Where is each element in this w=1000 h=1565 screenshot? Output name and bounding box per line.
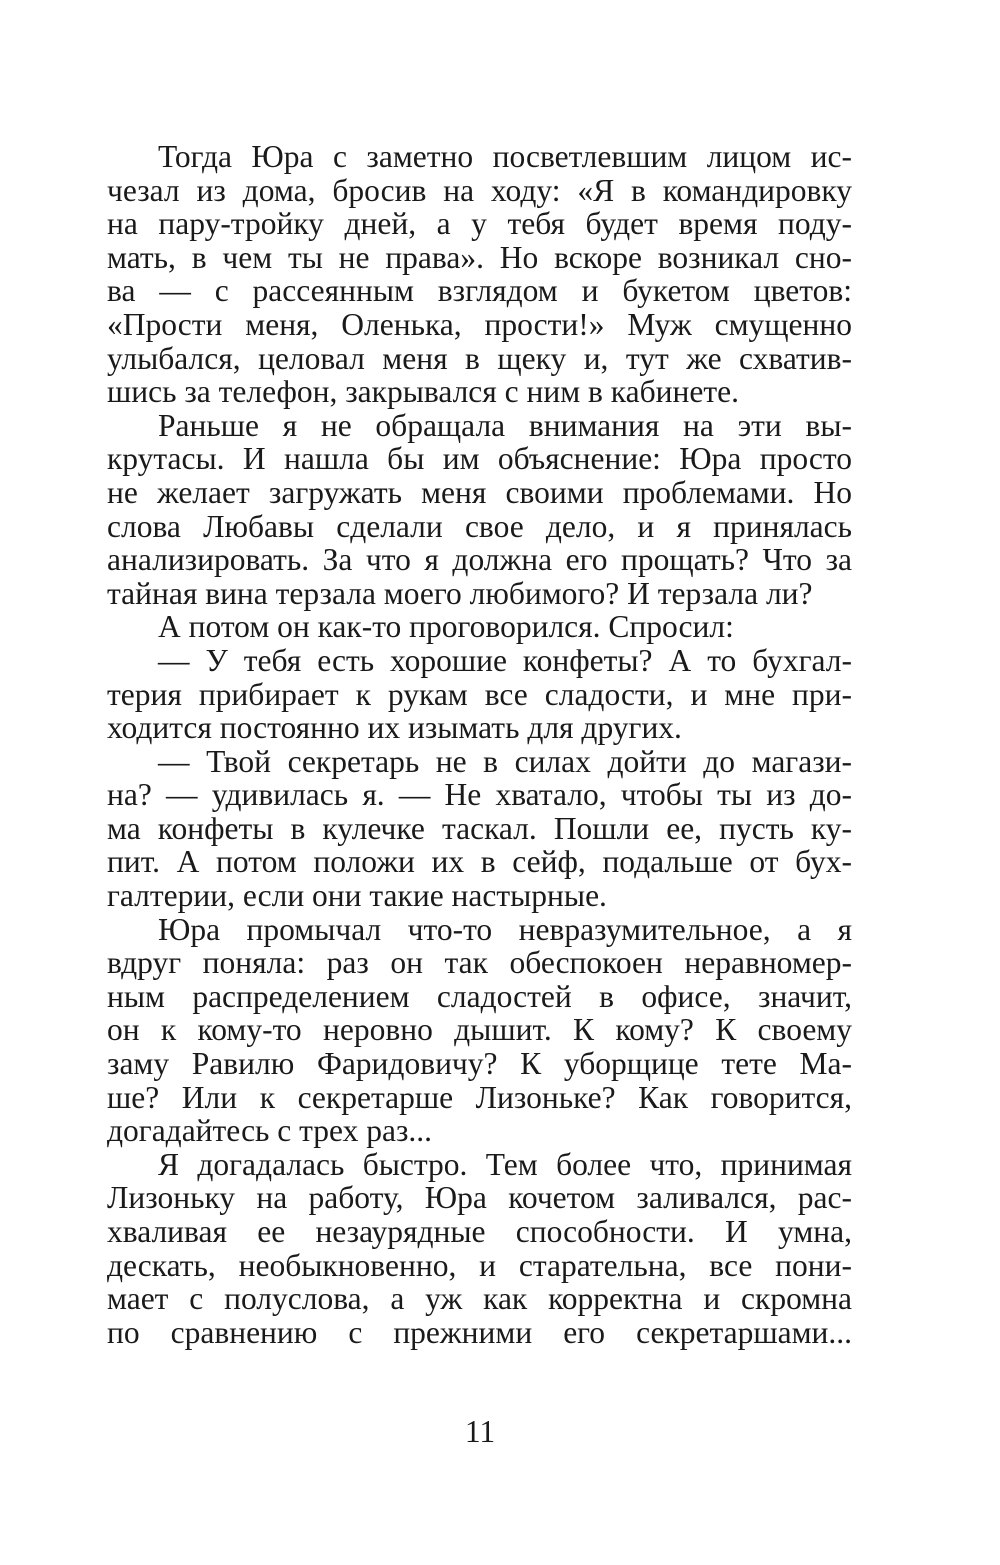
text-line: Раньше я не обращала внимания на эти вы- (158, 407, 852, 443)
text-line: по сравнению с прежними его секретаршами... (107, 1314, 852, 1350)
text-line: улыбался, целовал меня в щеку и, тут же схватив- (107, 340, 852, 376)
text-line: ше? Или к секретарше Лизоньке? Как говорится, (107, 1079, 852, 1115)
text-line: ным распределением сладостей в офисе, значит, (107, 978, 852, 1014)
text-line: догадайтесь с трех раз... (107, 1113, 433, 1149)
text-line: на? — удивилась я. — Не хватало, чтобы ты из до- (107, 777, 852, 813)
text-line: ма конфеты в кулечке таскал. Пошли ее, пусть ку- (107, 810, 852, 846)
text-line: пит. А потом положи их в сейф, подальше от бух- (107, 844, 852, 880)
text-line: галтерии, если они такие настырные. (107, 878, 607, 914)
page-number: 11 (464, 1414, 496, 1449)
text-line: мать, в чем ты не права». Но вскоре возникал сно- (107, 239, 852, 275)
text-line: Юра промычал что-то невразумительное, а я (158, 911, 852, 947)
page-body (107, 140, 852, 1349)
text-line: мает с полуслова, а уж как корректна и скромна (107, 1281, 852, 1317)
text-line: ходится постоянно их изымать для других. (107, 710, 682, 746)
text-line: дескать, необыкновенно, и старательна, все пони- (107, 1247, 852, 1283)
text-line: крутасы. И нашла бы им объяснение: Юра просто (107, 441, 852, 477)
text-line: «Прости меня, Оленька, прости!» Муж смущенно (107, 306, 852, 342)
text-line: анализировать. За что я должна его прощать? Что за (107, 542, 852, 578)
text-line: А потом он как-то проговорился. Спросил: (158, 609, 734, 645)
text-line: вдруг поняла: раз он так обеспокоен неравномер- (107, 945, 852, 981)
text-line: — Твой секретарь не в силах дойти до магази- (158, 743, 852, 779)
text-line: слова Любавы сделали свое дело, и я принялась (107, 508, 852, 544)
text-line: Я догадалась быстро. Тем более что, принимая (158, 1146, 852, 1182)
text-line: хваливая ее незаурядные способности. И умна, (107, 1214, 852, 1249)
text-line: Лизоньку на работу, Юра кочетом заливался, рас- (107, 1180, 852, 1216)
text-line: ва — с рассеянным взглядом и букетом цветов: (107, 273, 852, 309)
text-line: не желает загружать меня своими проблемами. Но (107, 474, 852, 510)
text-line: Тогда Юра с заметно посветлевшим лицом ис- (158, 139, 852, 174)
text-line: на пару-тройку дней, а у тебя будет время поду- (107, 206, 852, 242)
text-line: он к кому-то неровно дышит. К кому? К своему (107, 1012, 852, 1048)
text-line: тайная вина терзала моего любимого? И терзала ли? (107, 575, 813, 611)
text-line: заму Равилю Фаридовичу? К уборщице тете Ма- (107, 1046, 852, 1082)
text-line: терия прибирает к рукам все сладости, и мне при- (107, 676, 852, 712)
text-line: шись за телефон, закрывался с ним в кабинете. (107, 374, 739, 410)
text-line: чезал из дома, бросив на ходу: «Я в командировку (107, 172, 852, 208)
text-line: — У тебя есть хорошие конфеты? А то бухгал- (158, 642, 852, 678)
